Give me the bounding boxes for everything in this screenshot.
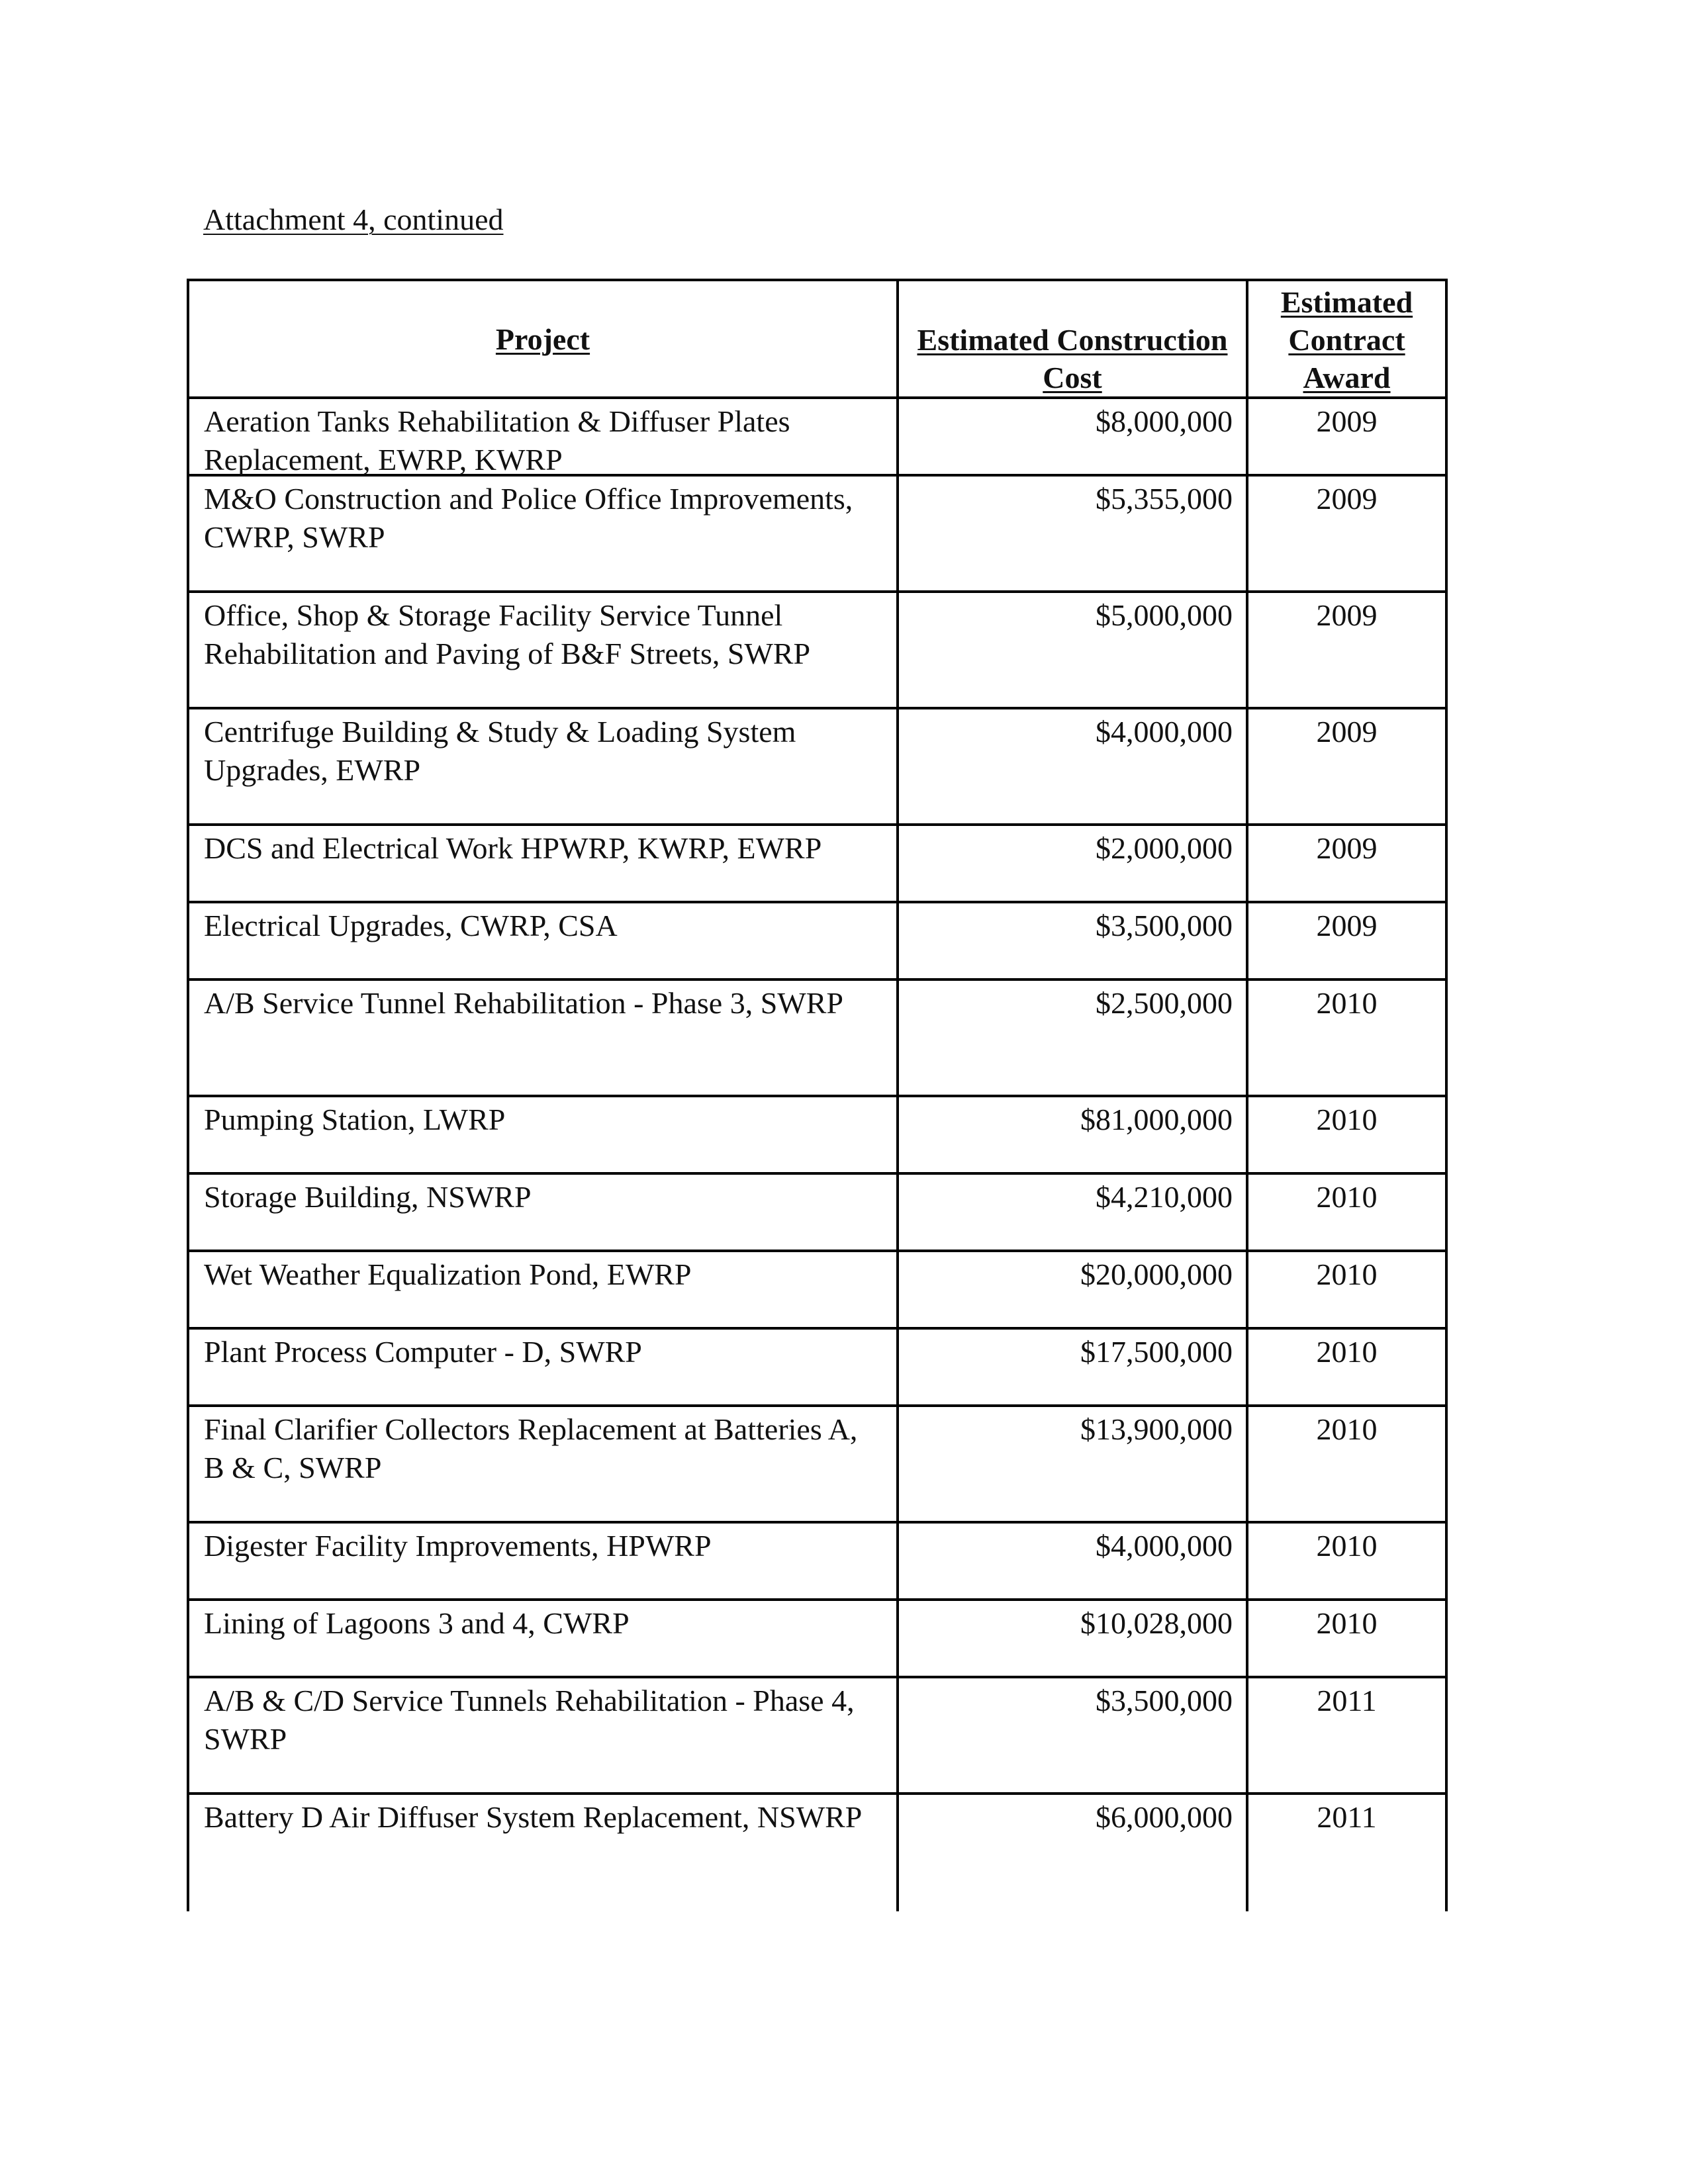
award-year-cell: 2010	[1316, 1335, 1378, 1369]
project-cell: Storage Building, NSWRP	[189, 1175, 899, 1250]
award-year-cell: 2010	[1316, 1606, 1378, 1640]
cost-cell: $3,500,000	[899, 1678, 1248, 1792]
project-cell: A/B Service Tunnel Rehabilitation - Phase 3, SWRP	[189, 981, 899, 1095]
cost-cell: $3,500,000	[899, 903, 1248, 978]
project-cell: Plant Process Computer - D, SWRP	[189, 1330, 899, 1404]
table-row	[189, 593, 1445, 709]
award-year-cell: 2010	[1316, 1257, 1378, 1291]
cost-cell: $13,900,000	[899, 1407, 1248, 1521]
cost-cell: $2,000,000	[899, 826, 1248, 901]
table-row	[189, 1175, 1445, 1252]
project-cell: Final Clarifier Collectors Replacement at Batteries A, B & C, SWRP	[189, 1407, 899, 1521]
cost-cell: $4,210,000	[899, 1175, 1248, 1250]
project-cell: Lining of Lagoons 3 and 4, CWRP	[189, 1601, 899, 1676]
project-cell: DCS and Electrical Work HPWRP, KWRP, EWRP	[189, 826, 899, 901]
project-cell: Aeration Tanks Rehabilitation & Diffuser Plates Replacement, EWRP, KWRP	[189, 399, 899, 474]
award-year-cell: 2010	[1316, 1180, 1378, 1214]
award-year-cell: 2009	[1316, 715, 1378, 749]
project-cell: Digester Facility Improvements, HPWRP	[189, 1524, 899, 1598]
award-year-cell: 2010	[1316, 1412, 1378, 1446]
table-row	[189, 1330, 1445, 1407]
award-year-cell: 2009	[1316, 482, 1378, 516]
award-year-cell: 2010	[1316, 986, 1378, 1020]
cost-cell: $10,028,000	[899, 1601, 1248, 1676]
table-row	[189, 477, 1445, 593]
project-cell: A/B & C/D Service Tunnels Rehabilitation - Phase 4, SWRP	[189, 1678, 899, 1792]
project-cell: M&O Construction and Police Office Improvements, CWRP, SWRP	[189, 477, 899, 590]
table-row	[189, 826, 1445, 903]
cost-cell: $17,500,000	[899, 1330, 1248, 1404]
award-year-cell: 2011	[1317, 1800, 1377, 1834]
award-year-cell: 2009	[1316, 831, 1378, 865]
projects-table	[187, 279, 1448, 1911]
cost-cell: $4,000,000	[899, 1524, 1248, 1598]
header-project: Project	[189, 281, 899, 396]
project-cell: Battery D Air Diffuser System Replacement, NSWRP	[189, 1795, 899, 1911]
table-row	[189, 709, 1445, 826]
table-header-row	[189, 281, 1445, 399]
table-row	[189, 1097, 1445, 1175]
award-year-cell: 2009	[1316, 598, 1378, 632]
cost-cell: $5,000,000	[899, 593, 1248, 707]
cost-cell: $81,000,000	[899, 1097, 1248, 1172]
table-row	[189, 903, 1445, 981]
table-row	[189, 1524, 1445, 1601]
table-row	[189, 1252, 1445, 1330]
cost-cell: $4,000,000	[899, 709, 1248, 823]
table-row	[189, 1407, 1445, 1524]
header-estimated-contract-award: Estimated Contract Award	[1280, 285, 1413, 394]
cost-cell: $20,000,000	[899, 1252, 1248, 1327]
table-row	[189, 981, 1445, 1097]
award-year-cell: 2011	[1317, 1684, 1377, 1717]
cost-cell: $6,000,000	[899, 1795, 1248, 1911]
project-cell: Electrical Upgrades, CWRP, CSA	[189, 903, 899, 978]
project-cell: Wet Weather Equalization Pond, EWRP	[189, 1252, 899, 1327]
award-year-cell: 2009	[1316, 404, 1378, 438]
award-year-cell: 2010	[1316, 1103, 1378, 1136]
award-year-cell: 2009	[1316, 909, 1378, 942]
table-row	[189, 1795, 1445, 1911]
project-cell: Pumping Station, LWRP	[189, 1097, 899, 1172]
header-estimated-construction-cost: Estimated Construction Cost	[899, 281, 1248, 396]
project-cell: Centrifuge Building & Study & Loading System Upgrades, EWRP	[189, 709, 899, 823]
cost-cell: $2,500,000	[899, 981, 1248, 1095]
table-row	[189, 1601, 1445, 1678]
table-row	[189, 1678, 1445, 1795]
cost-cell: $5,355,000	[899, 477, 1248, 590]
attachment-heading: Attachment 4, continued	[203, 203, 504, 236]
cost-cell: $8,000,000	[899, 399, 1248, 474]
award-year-cell: 2010	[1316, 1529, 1378, 1563]
table-row	[189, 399, 1445, 477]
project-cell: Office, Shop & Storage Facility Service Tunnel Rehabilitation and Paving of B&F Streets, SWRP	[189, 593, 899, 707]
